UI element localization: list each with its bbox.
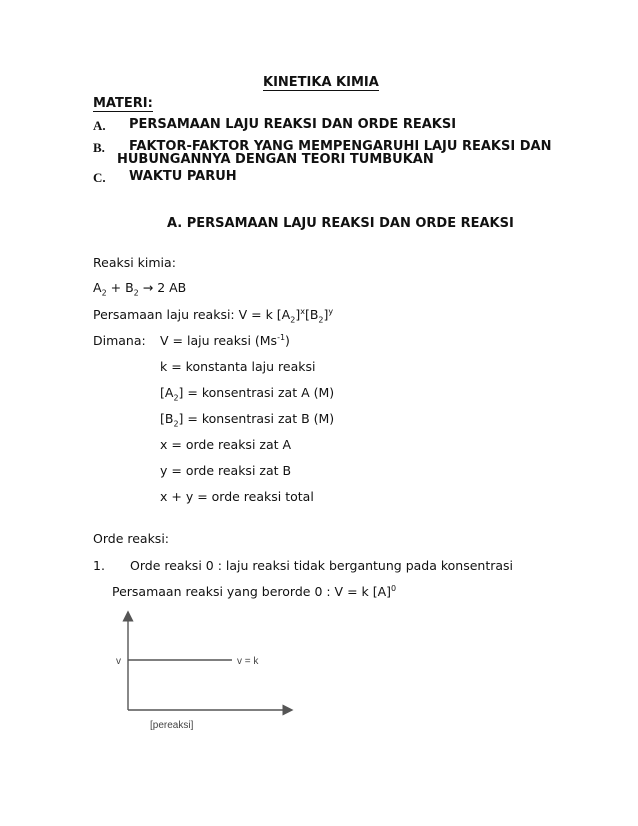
- y-axis-label: v: [116, 656, 121, 667]
- x-axis-label: [pereaksi]: [150, 720, 194, 731]
- item-1-number: 1.: [93, 558, 105, 573]
- materi-item-a: PERSAMAAN LAJU REAKSI DAN ORDE REAKSI: [129, 117, 457, 132]
- def-x: x = orde reaksi zat A: [160, 437, 292, 452]
- reaction-equation: $A_2 + B_2 \to 2$ AB: [93, 280, 187, 298]
- def-xy: x + y = orde reaksi total: [160, 489, 314, 504]
- materi-marker-b: B.: [93, 140, 105, 155]
- rate-equation: Persamaan laju reaksi: V = k $[A_2]^x[B_2]^y$: [93, 306, 334, 325]
- item-1-equation: Persamaan reaksi yang berorde 0 : V = k $[A]^0$: [112, 583, 397, 599]
- materi-marker-a: A.: [93, 118, 106, 133]
- dimana-label: Dimana:: [93, 333, 146, 348]
- def-y: y = orde reaksi zat B: [160, 463, 292, 478]
- materi-marker-c: C.: [93, 170, 106, 185]
- item-1-text: Orde reaksi 0 : laju reaksi tidak bergantung pada konsentrasi: [130, 558, 514, 573]
- materi-item-b: FAKTOR-FAKTOR YANG MEMPENGARUHI LAJU REAKSI DAN: [129, 139, 552, 154]
- section-a-heading: A. PERSAMAAN LAJU REAKSI DAN ORDE REAKSI: [167, 216, 514, 231]
- materi-item-b-continued: HUBUNGANNYA DENGAN TEORI TUMBUKAN: [117, 152, 434, 167]
- def-v: V = laju reaksi $(Ms^{-1})$: [160, 332, 290, 348]
- document-title: KINETIKA KIMIA: [263, 75, 379, 90]
- line-label: v = k: [237, 656, 259, 667]
- def-k: k = konstanta laju reaksi: [160, 359, 316, 374]
- reaksi-kimia-label: Reaksi kimia:: [93, 255, 176, 270]
- materi-label: MATERI:: [93, 96, 153, 111]
- orde-reaksi-label: Orde reaksi:: [93, 531, 170, 546]
- zero-order-graph: [110, 608, 300, 738]
- def-b: $[B_2]$ = konsentrasi zat B (M): [160, 411, 335, 429]
- materi-item-c: WAKTU PARUH: [129, 169, 237, 184]
- def-a: $[A_2]$ = konsentrasi zat A (M): [160, 385, 335, 403]
